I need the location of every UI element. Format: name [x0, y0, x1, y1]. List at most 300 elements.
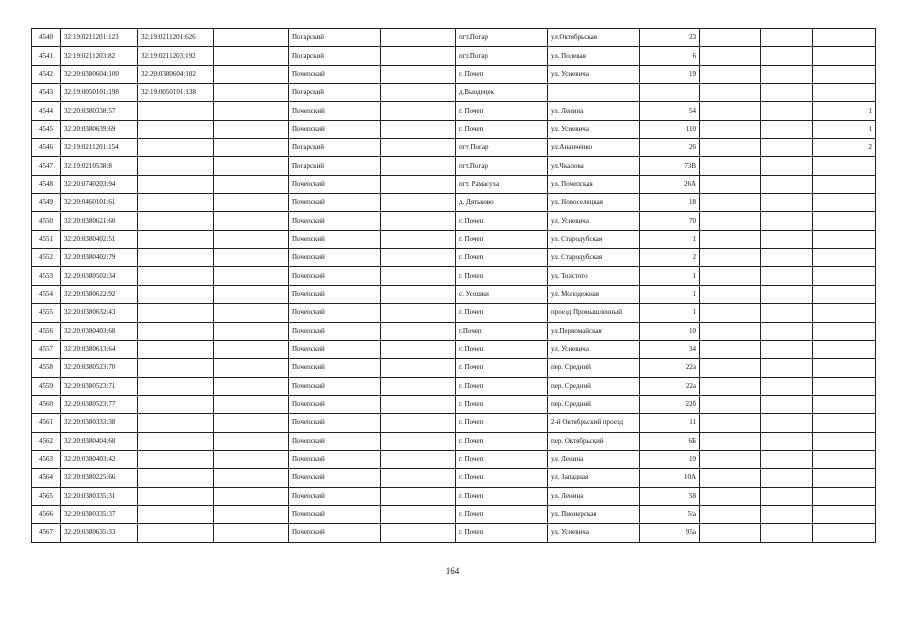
parent-cadastral-number: [138, 120, 214, 138]
district: Почепский: [289, 212, 381, 230]
empty-cell: [214, 47, 289, 65]
cadastral-number: 32:20:0380404:68: [61, 432, 138, 450]
district: Почепский: [289, 285, 381, 303]
row-number: 4548: [32, 175, 61, 193]
street: ул. Усиевича: [548, 120, 640, 138]
district: Почепский: [289, 395, 381, 413]
empty-cell: [700, 230, 761, 248]
row-number: 4549: [32, 194, 61, 212]
empty-cell: [700, 359, 761, 377]
cadastral-number: 32:20:0380622:92: [61, 285, 138, 303]
row-number: 4550: [32, 212, 61, 230]
table-row: [32, 395, 876, 413]
empty-cell: [761, 414, 813, 432]
empty-cell: [761, 469, 813, 487]
cadastral-number: 32:20:0380403:68: [61, 322, 138, 340]
table-row: [32, 487, 876, 505]
empty-cell: [700, 304, 761, 322]
settlement: д.Вьюдецек: [456, 84, 548, 102]
empty-cell: [761, 450, 813, 468]
settlement: г. Почеп: [456, 505, 548, 523]
cadastral-number: 32:20:0380523:71: [61, 377, 138, 395]
cadastral-number: 32:19:0211201:123: [61, 29, 138, 47]
street: ул. Стародубская: [548, 249, 640, 267]
empty-cell: [761, 377, 813, 395]
empty-cell: [761, 194, 813, 212]
house-number: 1: [640, 267, 700, 285]
cadastral-number: 32:20:0380502:34: [61, 267, 138, 285]
settlement: г. Почеп: [456, 414, 548, 432]
empty-cell: [761, 84, 813, 102]
district: Почепский: [289, 304, 381, 322]
empty-cell: [214, 212, 289, 230]
empty-cell: [700, 267, 761, 285]
empty-cell: [381, 84, 456, 102]
row-number: 4566: [32, 505, 61, 523]
empty-cell: [214, 359, 289, 377]
empty-cell: [700, 395, 761, 413]
settlement: г. Почеп: [456, 487, 548, 505]
cadastral-number: 32:19:0211203:82: [61, 47, 138, 65]
district: Погарский: [289, 84, 381, 102]
empty-cell: [381, 194, 456, 212]
extra-value: [813, 230, 876, 248]
street: проезд Промышленный: [548, 304, 640, 322]
parent-cadastral-number: [138, 450, 214, 468]
settlement: г. Почеп: [456, 359, 548, 377]
district: Почепский: [289, 175, 381, 193]
empty-cell: [214, 267, 289, 285]
street: пер. Средний: [548, 377, 640, 395]
table-row: [32, 212, 876, 230]
empty-cell: [761, 249, 813, 267]
street: ул. Пионерская: [548, 505, 640, 523]
empty-cell: [214, 29, 289, 47]
row-number: 4564: [32, 469, 61, 487]
empty-cell: [381, 102, 456, 120]
settlement: г. Почеп: [456, 469, 548, 487]
empty-cell: [381, 505, 456, 523]
extra-value: [813, 29, 876, 47]
cadastral-number: 32:20:0380639:69: [61, 120, 138, 138]
table-row: [32, 249, 876, 267]
cadastral-number: 32:20:0380632:43: [61, 304, 138, 322]
settlement: г. Почеп: [456, 524, 548, 542]
cadastral-number: 32:20:0380523:70: [61, 359, 138, 377]
empty-cell: [700, 47, 761, 65]
empty-cell: [381, 359, 456, 377]
district: Почепский: [289, 65, 381, 83]
cadastral-number: 32:20:0380225:66: [61, 469, 138, 487]
empty-cell: [700, 487, 761, 505]
empty-cell: [214, 285, 289, 303]
settlement: г. Почеп: [456, 212, 548, 230]
extra-value: [813, 175, 876, 193]
settlement: пгт. Рамасуха: [456, 175, 548, 193]
district: Почепский: [289, 524, 381, 542]
empty-cell: [214, 487, 289, 505]
row-number: 4546: [32, 139, 61, 157]
empty-cell: [761, 340, 813, 358]
street: ул. Новоселецкая: [548, 194, 640, 212]
empty-cell: [700, 84, 761, 102]
street: [548, 84, 640, 102]
house-number: 26: [640, 139, 700, 157]
table-row: [32, 304, 876, 322]
empty-cell: [761, 487, 813, 505]
street: ул. Толстого: [548, 267, 640, 285]
empty-cell: [214, 194, 289, 212]
empty-cell: [761, 359, 813, 377]
street: 2-й Октябрьский проезд: [548, 414, 640, 432]
house-number: 110: [640, 120, 700, 138]
empty-cell: [214, 469, 289, 487]
empty-cell: [700, 65, 761, 83]
extra-value: [813, 267, 876, 285]
table-row: [32, 414, 876, 432]
empty-cell: [214, 102, 289, 120]
street: пер. Октябрьский: [548, 432, 640, 450]
row-number: 4556: [32, 322, 61, 340]
extra-value: [813, 249, 876, 267]
district: Почепский: [289, 340, 381, 358]
parent-cadastral-number: [138, 377, 214, 395]
empty-cell: [381, 267, 456, 285]
empty-cell: [381, 469, 456, 487]
cadastral-number: 32:20:0380338:57: [61, 102, 138, 120]
table-row: [32, 120, 876, 138]
parent-cadastral-number: [138, 175, 214, 193]
settlement: г. Почеп: [456, 267, 548, 285]
row-number: 4554: [32, 285, 61, 303]
parent-cadastral-number: [138, 395, 214, 413]
row-number: 4544: [32, 102, 61, 120]
empty-cell: [381, 65, 456, 83]
street: ул.Октябрьская: [548, 29, 640, 47]
district: Почепский: [289, 432, 381, 450]
empty-cell: [700, 524, 761, 542]
house-number: 54: [640, 102, 700, 120]
empty-cell: [214, 65, 289, 83]
settlement: пгт.Погар: [456, 157, 548, 175]
cadastral-number: 32:20:0380604:100: [61, 65, 138, 83]
empty-cell: [761, 29, 813, 47]
row-number: 4560: [32, 395, 61, 413]
empty-cell: [381, 157, 456, 175]
empty-cell: [214, 175, 289, 193]
cadastral-number: 32:20:0380621:60: [61, 212, 138, 230]
empty-cell: [381, 340, 456, 358]
extra-value: [813, 340, 876, 358]
extra-value: 1: [813, 120, 876, 138]
empty-cell: [381, 487, 456, 505]
street: ул. Ленина: [548, 450, 640, 468]
house-number: 1: [640, 230, 700, 248]
empty-cell: [381, 47, 456, 65]
empty-cell: [700, 102, 761, 120]
table-row: [32, 175, 876, 193]
empty-cell: [214, 249, 289, 267]
street: ул. Западная: [548, 469, 640, 487]
table-row: [32, 84, 876, 102]
parent-cadastral-number: 32:19:0211201:626: [138, 29, 214, 47]
extra-value: [813, 377, 876, 395]
empty-cell: [761, 157, 813, 175]
extra-value: [813, 65, 876, 83]
empty-cell: [214, 157, 289, 175]
cadastral-number: 32:20:0380335:37: [61, 505, 138, 523]
street: ул.Чкалова: [548, 157, 640, 175]
parent-cadastral-number: 32:20:0380604:102: [138, 65, 214, 83]
cadastral-number: 32:20:0380402:79: [61, 249, 138, 267]
cadastral-number: 32:19:0211201:154: [61, 139, 138, 157]
street: ул. Полевая: [548, 47, 640, 65]
settlement: пгт.Погар: [456, 47, 548, 65]
extra-value: [813, 505, 876, 523]
district: Почепский: [289, 322, 381, 340]
cadastral-number: 32:20:0380523:77: [61, 395, 138, 413]
empty-cell: [761, 47, 813, 65]
settlement: г. Почеп: [456, 377, 548, 395]
empty-cell: [700, 340, 761, 358]
empty-cell: [214, 450, 289, 468]
house-number: 1: [640, 285, 700, 303]
empty-cell: [381, 432, 456, 450]
empty-cell: [700, 29, 761, 47]
empty-cell: [700, 450, 761, 468]
empty-cell: [214, 139, 289, 157]
cadastral-number: 32:20:0380403:42: [61, 450, 138, 468]
row-number: 4543: [32, 84, 61, 102]
parent-cadastral-number: [138, 249, 214, 267]
empty-cell: [761, 524, 813, 542]
district: Почепский: [289, 450, 381, 468]
empty-cell: [700, 414, 761, 432]
house-number: 10А: [640, 469, 700, 487]
table-row: [32, 285, 876, 303]
table-row: [32, 157, 876, 175]
district: Почепский: [289, 469, 381, 487]
parent-cadastral-number: [138, 359, 214, 377]
settlement: г. Почеп: [456, 395, 548, 413]
table-row: [32, 65, 876, 83]
table-row: [32, 29, 876, 47]
empty-cell: [761, 304, 813, 322]
empty-cell: [761, 267, 813, 285]
empty-cell: [381, 175, 456, 193]
table-row: [32, 524, 876, 542]
parent-cadastral-number: [138, 487, 214, 505]
house-number: 70: [640, 212, 700, 230]
extra-value: 1: [813, 102, 876, 120]
parent-cadastral-number: [138, 524, 214, 542]
extra-value: [813, 487, 876, 505]
extra-value: [813, 304, 876, 322]
empty-cell: [214, 395, 289, 413]
empty-cell: [214, 304, 289, 322]
page-number: 164: [445, 566, 460, 576]
street: ул.Ананченко: [548, 139, 640, 157]
empty-cell: [214, 340, 289, 358]
empty-cell: [761, 175, 813, 193]
settlement: г. Почеп: [456, 304, 548, 322]
row-number: 4565: [32, 487, 61, 505]
house-number: 34: [640, 340, 700, 358]
extra-value: [813, 212, 876, 230]
parent-cadastral-number: [138, 304, 214, 322]
parent-cadastral-number: [138, 285, 214, 303]
row-number: 4547: [32, 157, 61, 175]
extra-value: [813, 194, 876, 212]
settlement: г.Почеп: [456, 322, 548, 340]
house-number: 1: [640, 304, 700, 322]
settlement: г. Почеп: [456, 102, 548, 120]
district: Погарский: [289, 47, 381, 65]
row-number: 4552: [32, 249, 61, 267]
house-number: 23: [640, 29, 700, 47]
settlement: с. Усошки: [456, 285, 548, 303]
row-number: 4562: [32, 432, 61, 450]
empty-cell: [214, 505, 289, 523]
parent-cadastral-number: [138, 414, 214, 432]
extra-value: [813, 84, 876, 102]
empty-cell: [761, 505, 813, 523]
house-number: 22а: [640, 359, 700, 377]
empty-cell: [700, 505, 761, 523]
empty-cell: [214, 84, 289, 102]
table-row: [32, 322, 876, 340]
street: ул. Ленина: [548, 102, 640, 120]
house-number: 6Б: [640, 432, 700, 450]
empty-cell: [381, 395, 456, 413]
cadastral-number: 32:19:0210538:8: [61, 157, 138, 175]
row-number: 4541: [32, 47, 61, 65]
empty-cell: [761, 432, 813, 450]
extra-value: 2: [813, 139, 876, 157]
extra-value: [813, 524, 876, 542]
cadastral-number: 32:20:0380402:51: [61, 230, 138, 248]
empty-cell: [214, 230, 289, 248]
registry-table: [31, 28, 876, 543]
row-number: 4561: [32, 414, 61, 432]
house-number: 19: [640, 450, 700, 468]
parent-cadastral-number: 32:19:0050101:138: [138, 84, 214, 102]
street: ул. Усиевича: [548, 65, 640, 83]
street: пер. Средний: [548, 395, 640, 413]
parent-cadastral-number: [138, 139, 214, 157]
house-number: 26А: [640, 175, 700, 193]
district: Почепский: [289, 230, 381, 248]
parent-cadastral-number: [138, 432, 214, 450]
empty-cell: [761, 285, 813, 303]
row-number: 4540: [32, 29, 61, 47]
street: ул.Первомайская: [548, 322, 640, 340]
empty-cell: [761, 120, 813, 138]
empty-cell: [761, 230, 813, 248]
settlement: г. Почеп: [456, 120, 548, 138]
empty-cell: [381, 249, 456, 267]
table-row: [32, 102, 876, 120]
empty-cell: [761, 395, 813, 413]
house-number: 19: [640, 65, 700, 83]
settlement: г. Почеп: [456, 249, 548, 267]
extra-value: [813, 285, 876, 303]
empty-cell: [700, 175, 761, 193]
empty-cell: [700, 139, 761, 157]
parent-cadastral-number: [138, 322, 214, 340]
row-number: 4553: [32, 267, 61, 285]
empty-cell: [381, 377, 456, 395]
settlement: пгт.Погар: [456, 29, 548, 47]
empty-cell: [700, 432, 761, 450]
extra-value: [813, 322, 876, 340]
street: ул. Почепская: [548, 175, 640, 193]
row-number: 4557: [32, 340, 61, 358]
empty-cell: [700, 469, 761, 487]
table-row: [32, 139, 876, 157]
parent-cadastral-number: 32:19:0211203:192: [138, 47, 214, 65]
cadastral-number: 32:20:0380635:33: [61, 524, 138, 542]
district: Почепский: [289, 505, 381, 523]
cadastral-number: 32:19:0050101:198: [61, 84, 138, 102]
cadastral-number: 32:20:0740203:94: [61, 175, 138, 193]
parent-cadastral-number: [138, 102, 214, 120]
table-row: [32, 359, 876, 377]
row-number: 4555: [32, 304, 61, 322]
empty-cell: [761, 212, 813, 230]
empty-cell: [700, 249, 761, 267]
parent-cadastral-number: [138, 505, 214, 523]
house-number: 22б: [640, 395, 700, 413]
house-number: 5/а: [640, 505, 700, 523]
empty-cell: [381, 450, 456, 468]
district: Почепский: [289, 249, 381, 267]
empty-cell: [700, 120, 761, 138]
cadastral-number: 32:20:0380613:64: [61, 340, 138, 358]
empty-cell: [700, 212, 761, 230]
house-number: 22а: [640, 377, 700, 395]
table-row: [32, 194, 876, 212]
district: Погарский: [289, 157, 381, 175]
empty-cell: [214, 414, 289, 432]
row-number: 4559: [32, 377, 61, 395]
row-number: 4558: [32, 359, 61, 377]
table-row: [32, 230, 876, 248]
extra-value: [813, 432, 876, 450]
table-row: [32, 377, 876, 395]
table-row: [32, 469, 876, 487]
settlement: г. Почеп: [456, 340, 548, 358]
empty-cell: [381, 120, 456, 138]
district: Почепский: [289, 267, 381, 285]
house-number: 58: [640, 487, 700, 505]
street: пер. Средний: [548, 359, 640, 377]
row-number: 4542: [32, 65, 61, 83]
cadastral-number: 32:20:0460101:61: [61, 194, 138, 212]
row-number: 4545: [32, 120, 61, 138]
empty-cell: [700, 377, 761, 395]
row-number: 4551: [32, 230, 61, 248]
settlement: г. Почеп: [456, 230, 548, 248]
house-number: 18: [640, 194, 700, 212]
parent-cadastral-number: [138, 230, 214, 248]
empty-cell: [381, 212, 456, 230]
empty-cell: [214, 524, 289, 542]
extra-value: [813, 469, 876, 487]
empty-cell: [761, 322, 813, 340]
extra-value: [813, 414, 876, 432]
table-row: [32, 450, 876, 468]
